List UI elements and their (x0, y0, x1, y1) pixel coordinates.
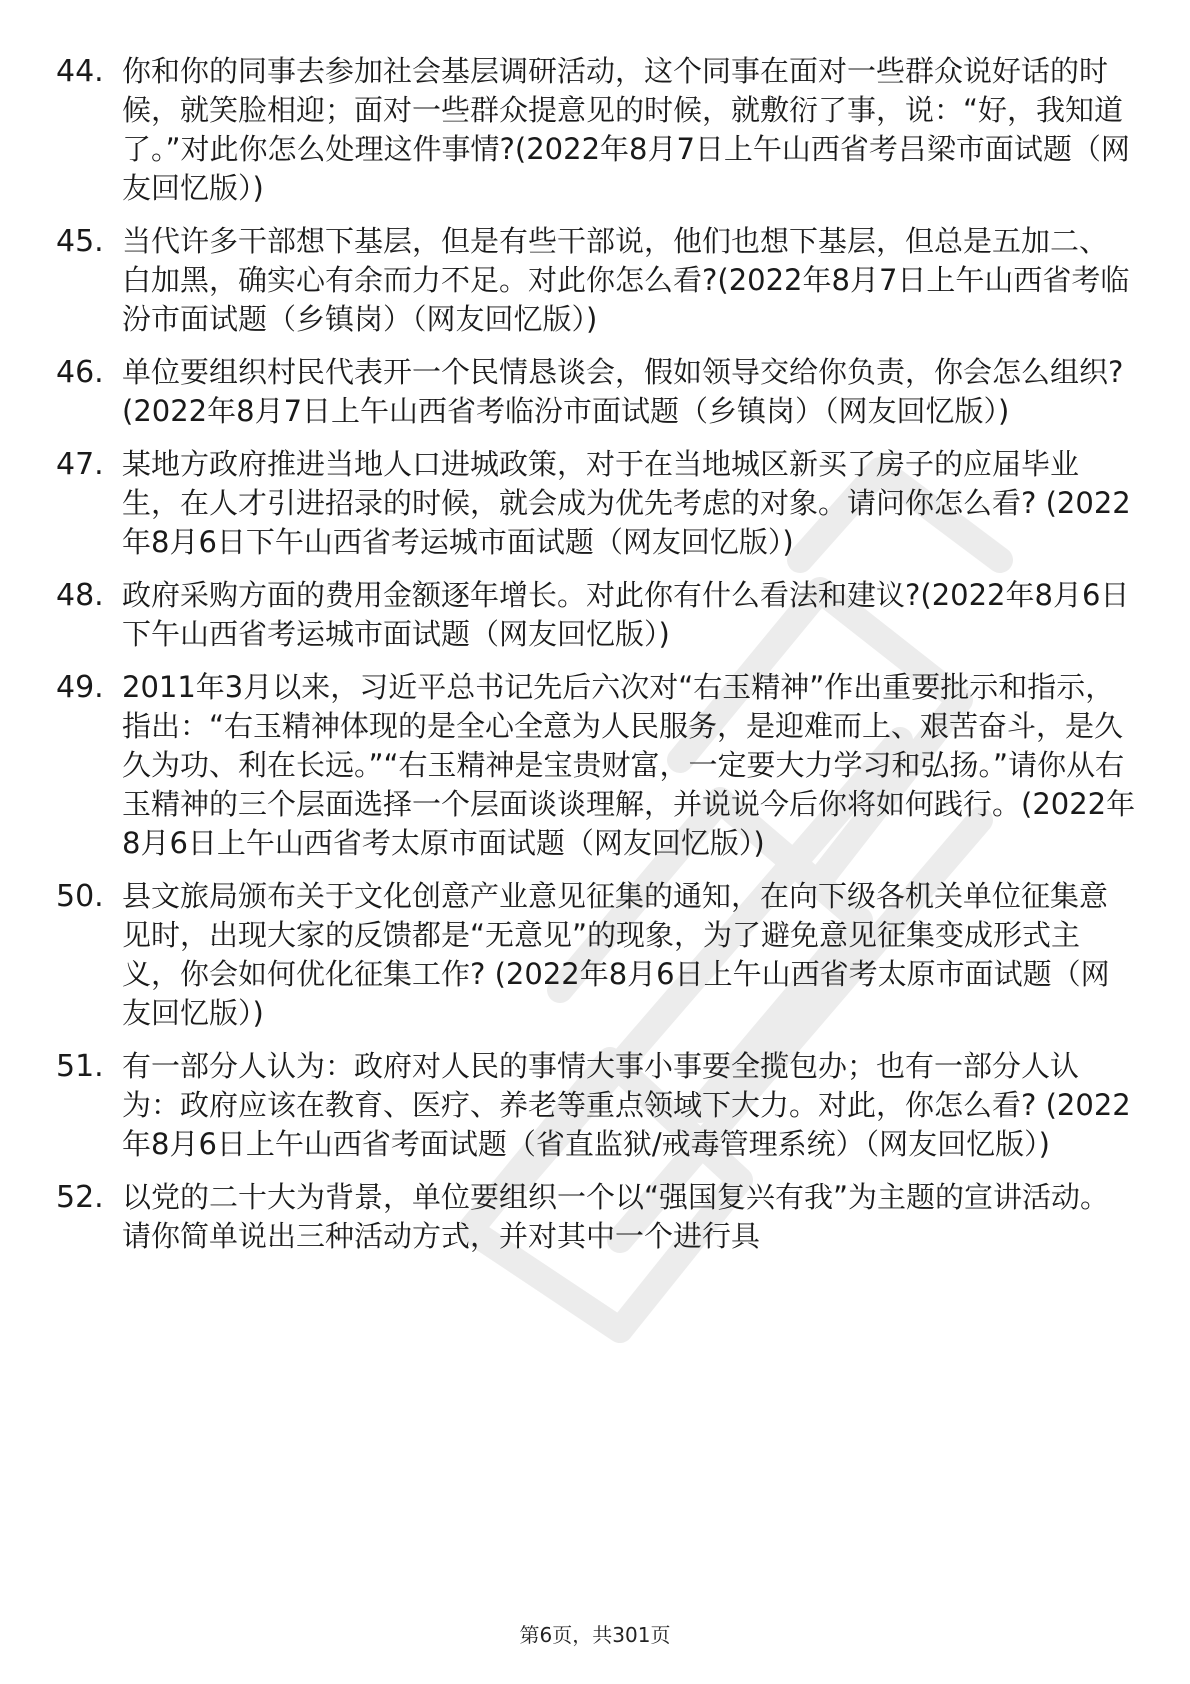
question-number: 51. (56, 1049, 104, 1084)
question-item (56, 1047, 1136, 1164)
question-item (56, 668, 1136, 863)
question-item (56, 222, 1136, 339)
question-text: 你和你的同事去参加社会基层调研活动，这个同事在面对一些群众说好话的时候，就笑脸相迎；面对一些群众提意见的时候，就敷衍了事，说：“好，我知道了。”对此你怎么处理这件事情?(2022年8月7日上午山西省考吕梁市面试题（网友回忆版）) (122, 54, 1130, 205)
question-item (56, 52, 1136, 208)
question-text: 政府采购方面的费用金额逐年增长。对此你有什么看法和建议?(2022年8月6日下午山西省考运城市面试题（网友回忆版）) (122, 578, 1130, 651)
page-number-label: 第6页，共301页 (519, 1623, 671, 1647)
question-item (56, 877, 1136, 1033)
question-text: 某地方政府推进当地人口进城政策，对于在当地城区新买了房子的应届毕业生，在人才引进招录的时候，就会成为优先考虑的对象。请问你怎么看? (2022年8月6日下午山西省考运城市面试题（网友回忆版）) (122, 447, 1131, 559)
question-number: 52. (56, 1180, 104, 1215)
page-footer (0, 1622, 1190, 1648)
question-text: 以党的二十大为背景，单位要组织一个以“强国复兴有我”为主题的宣讲活动。请你简单说出三种活动方式，并对其中一个进行具 (122, 1180, 1110, 1253)
question-text: 单位要组织村民代表开一个民情恳谈会，假如领导交给你负责，你会怎么组织? (2022年8月7日上午山西省考临汾市面试题（乡镇岗）（网友回忆版）) (122, 355, 1124, 428)
question-item (56, 576, 1136, 654)
question-number: 50. (56, 879, 104, 914)
question-list (56, 52, 1136, 1270)
question-number: 47. (56, 447, 104, 482)
question-item (56, 445, 1136, 562)
question-text: 有一部分人认为：政府对人民的事情大事小事要全揽包办；也有一部分人认为：政府应该在教育、医疗、养老等重点领域下大力。对此，你怎么看? (2022年8月6日上午山西省考面试题（省直监狱/戒毒管理系统）（网友回忆版）) (122, 1049, 1131, 1161)
question-text: 县文旅局颁布关于文化创意产业意见征集的通知，在向下级各机关单位征集意见时，出现大家的反馈都是“无意见”的现象，为了避免意见征集变成形式主义，你会如何优化征集工作? (2022年8月6日上午山西省考太原市面试题（网友回忆版）) (122, 879, 1110, 1030)
question-number: 44. (56, 54, 104, 89)
question-number: 45. (56, 224, 104, 259)
question-item (56, 353, 1136, 431)
question-number: 49. (56, 670, 104, 705)
question-text: 当代许多干部想下基层，但是有些干部说，他们也想下基层，但总是五加二、白加黑，确实心有余而力不足。对此你怎么看?(2022年8月7日上午山西省考临汾市面试题（乡镇岗）（网友回忆版）) (122, 224, 1130, 336)
question-number: 46. (56, 355, 104, 390)
question-text: 2011年3月以来，习近平总书记先后六次对“右玉精神”作出重要批示和指示，指出：“右玉精神体现的是全心全意为人民服务，是迎难而上、艰苦奋斗，是久久为功、利在长远。”“右玉精神是宝贵财富，一定要大力学习和弘扬。”请你从右玉精神的三个层面选择一个层面谈谈理解，并说说今后你将如何践行。(2022年8月6日上午山西省考太原市面试题（网友回忆版）) (122, 670, 1136, 860)
question-number: 48. (56, 578, 104, 613)
question-item (56, 1178, 1136, 1256)
